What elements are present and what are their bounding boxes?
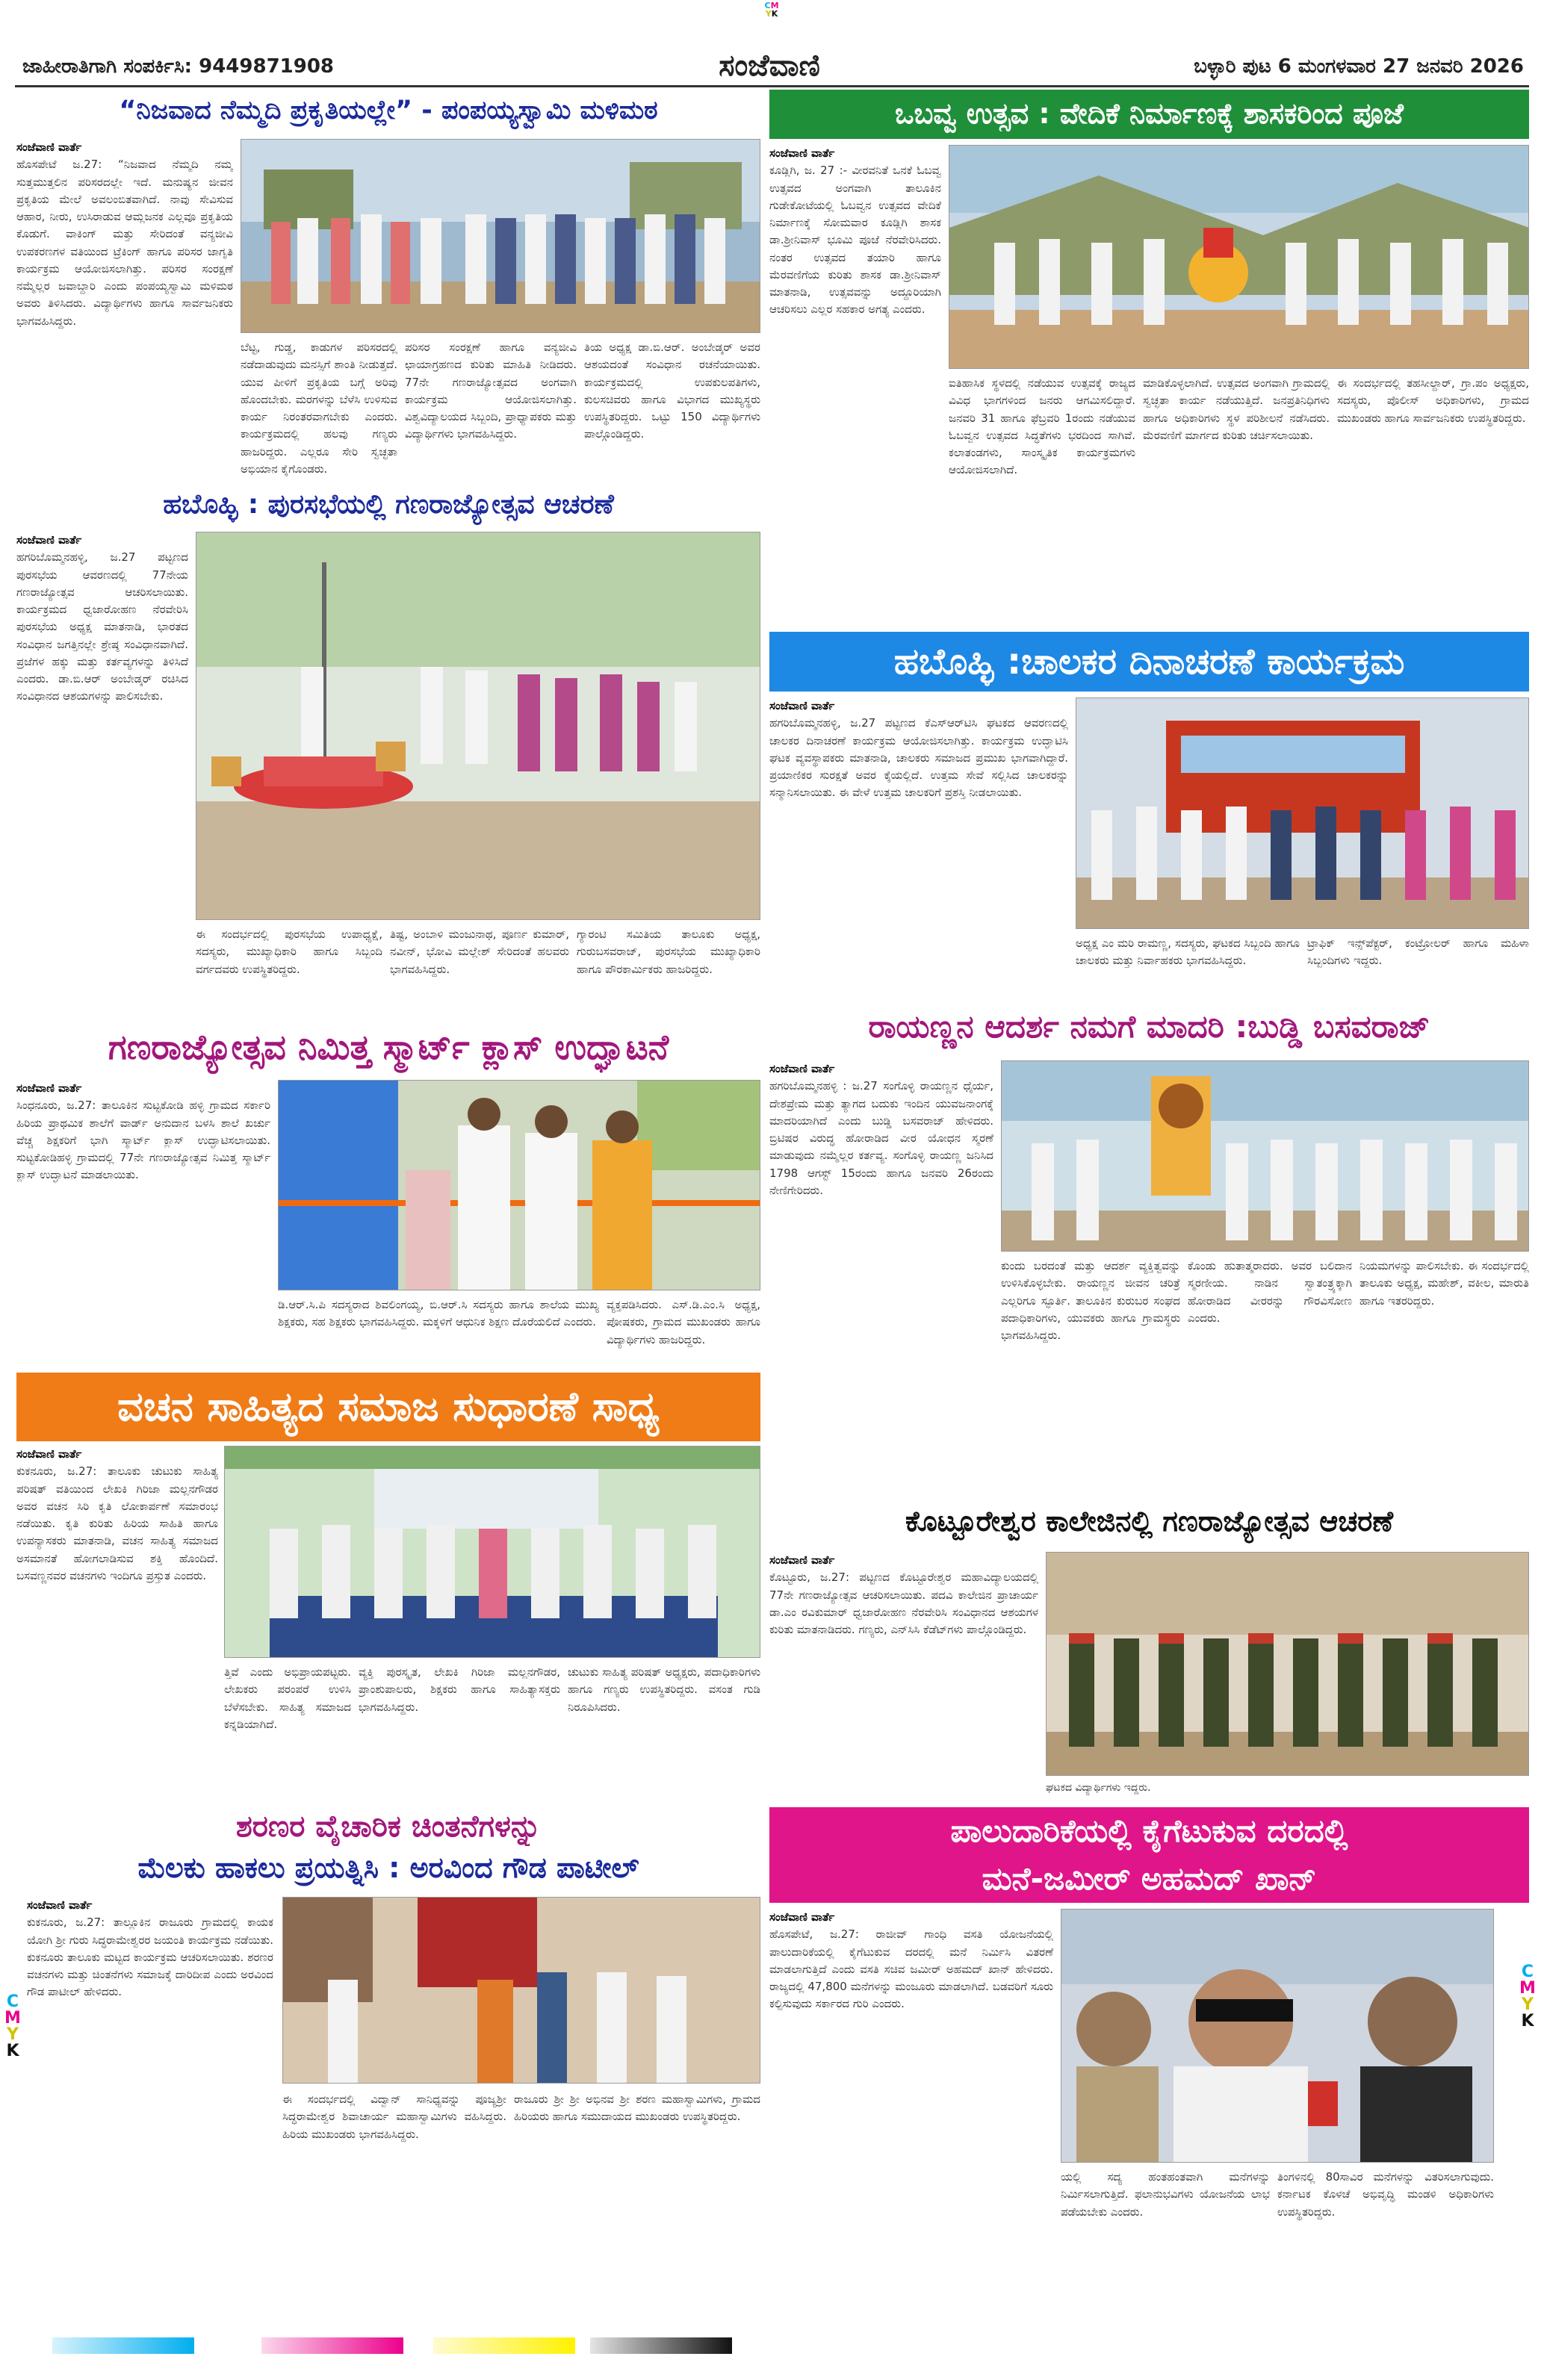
s10-headline-line1: ಶರಣರ ವೈಚಾರಿಕ ಚಿಂತನೆಗಳನ್ನು [235,1809,542,1844]
s4-drivers-day-photo [1076,698,1529,929]
date-line: ಬಳ್ಳಾರಿ ಪುಟ 6 ಮಂಗಳವಾರ 27 ಜನವರಿ 2026 [1194,55,1524,78]
s1-headline: “ನಿಜವಾದ ನೆಮ್ಮದಿ ಪ್ರಕೃತಿಯಲ್ಲೇ” - ಪಂಪಯ್ಯಸ್ವಾಮಿ ಮಳಿಮಠ [119,95,658,125]
cmyk-top-mark: CM YK [764,1,779,19]
s1-byline: ಸಂಜೆವಾಣಿ ವಾರ್ತೆ [16,140,82,154]
s3-text1: ಹಗರಿಬೊಮ್ಮನಹಳ್ಳಿ, ಜ.27 ಪಟ್ಟಣದ ಪುರಸಭೆಯ ಆವರಣದಲ್ಲಿ 77ನೇಯ ಗಣರಾಜ್ಯೋತ್ಸವ ಆಚರಿಸಲಾಯಿತು. ಕಾರ್ಯಕ್ರಮದ ಧ್ವಜಾರೋಹಣ ನೆರವೇರಿಸಿ ಪುರಸಭೆಯ ಅಧ್ಯಕ್ಷ ಮಾತನಾಡಿ, ಭಾರತದ ಸಂವಿಧಾನ ಜಗತ್ತಿನಲ್ಲೇ ಶ್ರೇಷ್ಠ ಸಂವಿಧಾನವಾಗಿದೆ. ಪ್ರಜೆಗಳ ಹಕ್ಕು ಮತ್ತು ಕರ್ತವ್ಯಗಳನ್ನು ತಿಳಿಸಿದೆ ಎಂದರು. ಡಾ.ಬಿ.ಆರ್ ಅಂಬೇಡ್ಕರ್ ರಚಿಸಿದ ಸಂವಿಧಾನದ ಆಶಯಗಳನ್ನು ಪಾಲಿಸಬೇಕು. [16,550,188,703]
s1-photo [241,139,760,333]
s9-col3: ತಿಂಗಳಿನಲ್ಲಿ 80ಸಾವಿರ ಮನೆಗಳನ್ನು ವಿತರಿಸಲಾಗುವುದು. ಕರ್ನಾಟಕ ಕೊಳಚೆ ಅಭಿವೃದ್ಧಿ ಮಂಡಳಿ ಅಧಿಕಾರಿಗಳು ಉಪಸ್ಥಿತರಿದ್ದರು. [1277,2170,1494,2219]
s8-headline: ಕೊಟ್ಟೂರೇಶ್ವರ ಕಾಲೇಜಿನಲ್ಲಿ ಗಣರಾಜ್ಯೋತ್ಸವ ಆಚರಣೆ [905,1505,1394,1538]
s4-byline: ಸಂಜೆವಾಣಿ ವಾರ್ತೆ [769,699,835,712]
s2-col2: ಐತಿಹಾಸಿಕ ಸ್ಥಳದಲ್ಲಿ ನಡೆಯುವ ಉತ್ಸವಕ್ಕೆ ರಾಜ್ಯದ ವಿವಿಧ ಭಾಗಗಳಿಂದ ಜನರು ಆಗಮಿಸಲಿದ್ದಾರೆ. ಜನವರಿ 31 ಹಾಗೂ ಫೆಬ್ರವರಿ 1ರಂದು ನಡೆಯುವ ಓಬವ್ವನ ಉತ್ಸವದ ಸಿದ್ಧತೆಗಳು ಭರದಿಂದ ಸಾಗಿವೆ. ಕಲಾತಂಡಗಳು, ಸಾಂಸ್ಕೃತಿಕ ಕಾರ್ಯಕ್ರಮಗಳು ಆಯೋಜಿಸಲಾಗಿದೆ. [949,376,1135,477]
s2-col4: ಈ ಸಂದರ್ಭದಲ್ಲಿ ತಹಸೀಲ್ದಾರ್, ಗ್ರಾ.ಪಂ ಅಧ್ಯಕ್ಷರು, ಸದಸ್ಯರು, ಪೊಲೀಸ್ ಅಧಿಕಾರಿಗಳು, ಗ್ರಾಮದ ಮುಖಂಡರು ಹಾಗೂ ಸಾರ್ವಜನಿಕರು ಉಪಸ್ಥಿತರಿದ್ದರು. [1337,376,1529,425]
s6-col4: ನಿಯಮಗಳನ್ನು ಪಾಲಿಸಬೇಕು. ಈ ಸಂದರ್ಭದಲ್ಲಿ ತಾಲೂಕು ಅಧ್ಯಕ್ಷ, ಮಹೇಶ್, ವಕೀಲ, ಮಾರುತಿ ಹಾಗೂ ಇತರರಿದ್ದರು. [1359,1259,1529,1308]
s10-col1 [27,1897,273,2315]
cmyk-side-left: C M Y K [4,1992,21,2060]
s7-book-release-photo [225,1447,760,1658]
s2-photo [949,145,1529,369]
s2-text1: ಕೂಡ್ಲಿಗಿ, ಜ. 27 :- ವೀರವನಿತೆ ಒನಕೆ ಓಬವ್ವ ಉತ್ಸವದ ಅಂಗವಾಗಿ ತಾಲೂಕಿನ ಗುಡೇಕೋಟೆಯಲ್ಲಿ ಓಬವ್ವನ ಉತ್ಸವದ ವೇದಿಕೆ ನಿರ್ಮಾಣಕ್ಕೆ ಸೋಮವಾರ ಕೂಡ್ಲಿಗಿ ಶಾಸಕ ಡಾ.ಶ್ರೀನಿವಾಸ್ ಭೂಮಿ ಪೂಜೆ ನೆರವೇರಿಸಿದರು. ನಂತರ ಉತ್ಸವದ ತಯಾರಿ ಹಾಗೂ ಮೆರವಣಿಗೆಯ ಕುರಿತು ಶಾಸಕ ಡಾ.ಶ್ರೀನಿವಾಸ್ ಮಾತನಾಡಿ, ಉತ್ಸವವನ್ನು ಅದ್ದೂರಿಯಾಗಿ ಆಚರಿಸಲು ಎಲ್ಲರ ಸಹಕಾರ ಅಗತ್ಯ ಎಂದರು. [769,164,941,317]
s4-col2: ಅಧ್ಯಕ್ಷ ಎಂ ಮರಿ ರಾಮಣ್ಣ, ಸದಸ್ಯರು, ಘಟಕದ ಸಿಬ್ಬಂದಿ ಹಾಗೂ ಚಾಲಕರು ಮತ್ತು ನಿರ್ವಾಹಕರು ಭಾಗವಹಿಸಿದ್ದರು. [1076,936,1300,968]
s6-col1 [769,1060,993,1494]
s4-photo [1076,697,1529,929]
s10-col3: ರಾಜೂರು ಶ್ರೀ ಶ್ರೀ ಅಭಿನವ ಶ್ರೀ ಶರಣ ಮಹಾಸ್ವಾಮಿಗಳು, ಗ್ರಾಮದ ಹಿರಿಯರು ಹಾಗೂ ಸಮುದಾಯದ ಮುಖಂಡರು ಉಪಸ್ಥಿತರಿದ್ದರು. [514,2092,760,2124]
color-bar-black [590,2337,732,2354]
s5-ribbon-cutting-photo [279,1081,760,1290]
s7-col3: ವ್ಯಕ್ತಿ ಪುರಸ್ಕೃತ, ಲೇಖಕಿ ಗಿರಿಜಾ ಮಲ್ಲನಗೌಡರ, ಪ್ರಾಂಶುಪಾಲರು, ಶಿಕ್ಷಕರು ಹಾಗೂ ಸಾಹಿತ್ಯಾಸಕ್ತರು ಭಾಗವಹಿಸಿದ್ದರು. [359,1665,560,1714]
s2-col3: ಮಾಡಿಕೊಳ್ಳಲಾಗಿದೆ. ಉತ್ಸವದ ಅಂಗವಾಗಿ ಗ್ರಾಮದಲ್ಲಿ ಸ್ವಚ್ಛತಾ ಕಾರ್ಯ ನಡೆಯುತ್ತಿದೆ. ಜನಪ್ರತಿನಿಧಿಗಳು ಹಾಗೂ ಅಧಿಕಾರಿಗಳು ಸ್ಥಳ ಪರಿಶೀಲನೆ ನಡೆಸಿದರು. ಮೆರವಣಿಗೆ ಮಾರ್ಗದ ಕುರಿತು ಚರ್ಚಿಸಲಾಯಿತು. [1143,376,1330,442]
s6-col3: ಕೊಂಡು ಹುತಾತ್ಮರಾದರು. ಅವರ ಬಲಿದಾನ ಸ್ಮರಣೀಯ. ನಾಡಿನ ಸ್ವಾತಂತ್ರ್ಯಕ್ಕಾಗಿ ಹೋರಾಡಿದ ವೀರರನ್ನು ಗೌರವಿಸೋಣ ಎಂದರು. [1188,1259,1352,1325]
s3-col1 [16,532,188,1017]
s1-group-photo [241,140,760,333]
s1-col4: ತಿಯ ಅಧ್ಯಕ್ಷ ಡಾ.ಬಿ.ಆರ್. ಅಂಬೇಡ್ಕರ್ ಅವರ ಆಶಯದಂತೆ ಸಂವಿಧಾನ ರಚನೆಯಾಯಿತು. ಕಾರ್ಯಕ್ರಮದಲ್ಲಿ ಉಪಕುಲಪತಿಗಳು, ಕುಲಸಚಿವರು ಹಾಗೂ ವಿಭಾಗದ ಮುಖ್ಯಸ್ಥರು ಉಪಸ್ಥಿತರಿದ್ದರು. ಒಟ್ಟು 150 ವಿದ್ಯಾರ್ಥಿಗಳು ಪಾಲ್ಗೊಂಡಿದ್ದರು. [584,341,760,441]
s3-col2: ಈ ಸಂದರ್ಭದಲ್ಲಿ ಪುರಸಭೆಯ ಉಪಾಧ್ಯಕ್ಷೆ, ಸದಸ್ಯರು, ಮುಖ್ಯಾಧಿಕಾರಿ ಹಾಗೂ ಸಿಬ್ಬಂದಿ ವರ್ಗದವರು ಉಪಸ್ಥಿತರಿದ್ದರು. [196,928,382,976]
s4-headline: ಹಬೊಹ್ಳಿ :ಚಾಲಕರ ದಿನಾಚರಣೆ ಕಾರ್ಯಕ್ರಮ [769,632,1529,692]
s7-col2: ತ್ತಿವೆ ಎಂದು ಅಭಿಪ್ರಾಯಪಟ್ಟರು. ಲೇಖಕರು ಪರಂಪರೆ ಉಳಿಸಿ ಬೆಳೆಸಬೇಕು. ಸಾಹಿತ್ಯ ಸಮಾಜದ ಕನ್ನಡಿಯಾಗಿದೆ. [224,1665,351,1731]
s5-headline: ಗಣರಾಜ್ಯೋತ್ಸವ ನಿಮಿತ್ತ ಸ್ಮಾರ್ಟ್ ಕ್ಲಾಸ್ ಉದ್ಘಾಟನೆ [108,1026,669,1067]
s7-col1 [16,1446,218,1804]
s7-text1: ಕುಕನೂರು, ಜ.27: ತಾಲೂಕು ಚುಟುಕು ಸಾಹಿತ್ಯ ಪರಿಷತ್ ವತಿಯಿಂದ ಲೇಖಕಿ ಗಿರಿಜಾ ಮಲ್ಲನಗೌಡರ ಅವರ ವಚನ ಸಿರಿ ಕೃತಿ ಲೋಕಾರ್ಪಣೆ ಸಮಾರಂಭ ನಡೆಯಿತು. ಕೃತಿ ಕುರಿತು ಹಿರಿಯ ಸಾಹಿತಿ ಹಾಗೂ ಉಪನ್ಯಾಸಕರು ಮಾತನಾಡಿ, ವಚನ ಸಾಹಿತ್ಯ ಸಮಾಜದ ಅಸಮಾನತೆ ಹೋಗಲಾಡಿಸುವ ಶಕ್ತಿ ಹೊಂದಿದೆ. ಬಸವಣ್ಣನವರ ವಚನಗಳು ಇಂದಿಗೂ ಪ್ರಸ್ತುತ ಎಂದರು. [16,1464,218,1582]
s4-col1 [769,697,1068,993]
s5-text1: ಸಿಂಧನೂರು, ಜ.27: ತಾಲೂಕಿನ ಸುಟ್ಟಕೋಡಿ ಹಳ್ಳಿ ಗ್ರಾಮದ ಸರ್ಕಾರಿ ಹಿರಿಯ ಪ್ರಾಥಮಿಕ ಶಾಲೆಗೆ ವಾರ್ಡ್ ಅನುದಾನ ಬಳಸಿ ಶಾಲೆ ಖರ್ಚು ವೆಚ್ಚ ಶಿಕ್ಷಕರಿಗೆ ಭಾಗಿ ಸ್ಮಾರ್ಟ್ ಕ್ಲಾಸ್ ಉದ್ಘಾಟಿಸಲಾಯಿತು. ಸುಟ್ಟಕೋಡಿಹಳ್ಳಿ ಗ್ರಾಮದಲ್ಲಿ 77ನೇ ಗಣರಾಜ್ಯೋತ್ಸವ ನಿಮಿತ್ತ ಸ್ಮಾರ್ಟ್ ಕ್ಲಾಸ್ ಉದ್ಘಾಟನೆ ಮಾಡಲಾಯಿತು. [16,1099,270,1182]
s1-col1 [16,139,233,482]
s6-byline: ಸಂಜೆವಾಣಿ ವಾರ್ತೆ [769,1062,835,1075]
s4-text1: ಹಗರಿಬೊಮ್ಮನಹಳ್ಳಿ, ಜ.27 ಪಟ್ಟಣದ ಕೆಎಸ್ಆರ್‌ಟಿಸಿ ಘಟಕದ ಆವರಣದಲ್ಲಿ ಚಾಲಕರ ದಿನಾಚರಣೆ ಕಾರ್ಯಕ್ರಮ ಆಯೋಜಿಸಲಾಗಿತ್ತು. ಕಾರ್ಯಕ್ರಮ ಉದ್ಘಾಟಿಸಿ ಘಟಕ ವ್ಯವಸ್ಥಾಪಕರು ಮಾತನಾಡಿ, ಚಾಲಕರು ಸಮಾಜದ ಪ್ರಮುಖ ಭಾಗವಾಗಿದ್ದಾರೆ. ಪ್ರಯಾಣಿಕರ ಸುರಕ್ಷತೆ ಅವರ ಕೈಯಲ್ಲಿದೆ. ಉತ್ತಮ ಸೇವೆ ಸಲ್ಲಿಸಿದ ಚಾಲಕರನ್ನು ಸನ್ಮಾನಿಸಲಾಯಿತು. ಈ ವೇಳೆ ಉತ್ತಮ ಚಾಲಕರಿಗೆ ಪ್ರಶಸ್ತಿ ನೀಡಲಾಯಿತು. [769,716,1068,800]
s2-byline: ಸಂಜೆವಾಣಿ ವಾರ್ತೆ [769,146,835,160]
s10-felicitation-photo [283,1898,760,2084]
s8-caption: ಘಟಕದ ವಿದ್ಯಾರ್ಥಿಗಳು ಇದ್ದರು. [1046,1782,1151,1794]
s1-text1: ಹೊಸಪೇಟೆ ಜ.27: “ನಿಜವಾದ ನೆಮ್ಮದಿ ನಮ್ಮ ಸುತ್ತಮುತ್ತಲಿನ ಪರಿಸರದಲ್ಲೇ ಇದೆ. ಮನುಷ್ಯನ ಜೀವನ ಪ್ರಕೃತಿಯ ಮೇಲೆ ಅವಲಂಬಿತವಾಗಿದೆ. ನಾವು ಸೇವಿಸುವ ಆಹಾರ, ನೀರು, ಉಸಿರಾಡುವ ಆಮ್ಲಜನಕ ಎಲ್ಲವೂ ಪ್ರಕೃತಿಯ ಕೊಡುಗೆ. ವಾಕಿಂಗ್ ಮತ್ತು ಸೇರಿದಂತೆ ವನ್ಯಜೀವಿ ಉಪಕರಣಗಳ ವತಿಯಿಂದ ಟ್ರೆಕಿಂಗ್ ಹಾಗೂ ಪರಿಸರ ಜಾಗೃತಿ ಕಾರ್ಯಕ್ರಮ ಆಯೋಜಿಸಲಾಗಿತ್ತು. ಪರಿಸರ ಸಂರಕ್ಷಣೆ ನಮ್ಮೆಲ್ಲರ ಜವಾಬ್ದಾರಿ ಎಂದು ಪಂಪಯ್ಯಸ್ವಾಮಿ ಮಳಿಮಠ ಅವರು ತಿಳಿಸಿದರು. ವಿದ್ಯಾರ್ಥಿಗಳು ಹಾಗೂ ಸಾರ್ವಜನಿಕರು ಭಾಗವಹಿಸಿದ್ದರು. [16,158,233,328]
s9-minister-press-photo [1061,1910,1494,2163]
color-bar-yellow [433,2337,575,2354]
s6-text1: ಹಗರಿಬೊಮ್ಮನಹಳ್ಳಿ : ಜ.27 ಸಂಗೊಳ್ಳಿ ರಾಯಣ್ಣನ ಧೈರ್ಯ, ದೇಶಪ್ರೇಮ ಮತ್ತು ತ್ಯಾಗದ ಬದುಕು ಇಂದಿನ ಯುವಜನಾಂಗಕ್ಕೆ ಮಾದರಿಯಾಗಿದೆ ಎಂದು ಬುಡ್ಡಿ ಬಸವರಾಜ್ ಹೇಳಿದರು. ಬ್ರಿಟಿಷರ ವಿರುದ್ಧ ಹೋರಾಡಿದ ವೀರ ಯೋಧನ ಸ್ಮರಣೆ ಮಾಡುವುದು ನಮ್ಮೆಲ್ಲರ ಕರ್ತವ್ಯ. ಸಂಗೊಳ್ಳಿ ರಾಯಣ್ಣ ಜನಿಸಿದ 1798 ಆಗಸ್ಟ್ 15ರಂದು ಹಾಗೂ ಜನವರಿ 26ರಂದು ನೇಣಿಗೇರಿದರು. [769,1079,993,1197]
color-bar-magenta [261,2337,403,2354]
s2-col1 [769,145,941,578]
s8-ncc-parade-photo [1047,1553,1529,1776]
s9-col2: ಯಲ್ಲಿ ಸದ್ಯ ಹಂತಹಂತವಾಗಿ ಮನೆಗಳನ್ನು ನಿರ್ಮಿಸಲಾಗುತ್ತಿದೆ. ಫಲಾನುಭವಿಗಳು ಯೋಜನೆಯ ಲಾಭ ಪಡೆಯಬೇಕು ಎಂದರು. [1061,2170,1270,2219]
s9-photo [1061,1909,1494,2163]
s7-headline: ವಚನ ಸಾಹಿತ್ಯದ ಸಮಾಜ ಸುಧಾರಣೆ ಸಾಧ್ಯ [16,1373,760,1441]
s8-byline: ಸಂಜೆವಾಣಿ ವಾರ್ತೆ [769,1553,835,1567]
s4-col3: ಟ್ರಾಫಿಕ್ ಇನ್ಸ್‌ಪೆಕ್ಟರ್, ಕಂಟ್ರೋಲರ್ ಹಾಗೂ ಮಹಿಳಾ ಸಿಬ್ಬಂದಿಗಳು ಇದ್ದರು. [1307,936,1529,968]
s8-col1 [769,1552,1038,1803]
s7-photo [224,1446,760,1658]
s6-col2: ಕುಂದು ಬರದಂತೆ ಮತ್ತು ಆದರ್ಶ ವ್ಯಕ್ತಿತ್ವವನ್ನು ಉಳಿಸಿಕೊಳ್ಳಬೇಕು. ರಾಯಣ್ಣನ ಜೀವನ ಚರಿತ್ರೆ ಎಲ್ಲರಿಗೂ ಸ್ಫೂರ್ತಿ. ತಾಲೂಕಿನ ಕುರುಬರ ಸಂಘದ ಪದಾಧಿಕಾರಿಗಳು, ಯುವಕರು ಹಾಗೂ ಗ್ರಾಮಸ್ಥರು ಭಾಗವಹಿಸಿದ್ದರು. [1001,1259,1180,1342]
s6-rayanna-photo [1002,1061,1529,1252]
masthead: ಸಂಜೆವಾಣಿ [719,48,820,83]
s10-photo [282,1897,760,2084]
s3-photo [196,532,760,920]
s6-photo [1001,1060,1529,1252]
ad-contact: ಜಾಹೀರಾತಿಗಾಗಿ ಸಂಪರ್ಕಿಸಿ: 9449871908 [22,55,335,78]
s1-col3: ಪರಿಸರ ಸಂರಕ್ಷಣೆ ಹಾಗೂ ವನ್ಯಜೀವಿ ಛಾಯಾಗ್ರಹಣದ ಕುರಿತು ಮಾಹಿತಿ ನೀಡಿದರು. 77ನೇ ಗಣರಾಜ್ಯೋತ್ಸವದ ಅಂಗವಾಗಿ ಕಾರ್ಯಕ್ರಮ ಆಯೋಜಿಸಲಾಗಿತ್ತು. ವಿಶ್ವವಿದ್ಯಾಲಯದ ಸಿಬ್ಬಂದಿ, ಪ್ರಾಧ್ಯಾಪಕರು ಮತ್ತು ವಿದ್ಯಾರ್ಥಿಗಳು ಭಾಗವಹಿಸಿದ್ದರು. [405,341,577,441]
s9-col1 [769,1909,1053,2327]
s9-headline-line1: ಪಾಲುದಾರಿಕೆಯಲ್ಲಿ ಕೈಗೆಟುಕುವ ದರದಲ್ಲಿ [769,1807,1529,1855]
s5-col2: ಡಿ.ಆರ್.ಸಿ.ಪಿ ಸದಸ್ಯರಾದ ಶಿವಲಿಂಗಯ್ಯ, ಬಿ.ಆರ್.ಸಿ ಸದಸ್ಯರು ಹಾಗೂ ಶಾಲೆಯ ಮುಖ್ಯ ಶಿಕ್ಷಕರು, ಸಹ ಶಿಕ್ಷಕರು ಭಾಗವಹಿಸಿದ್ದರು. ಮಕ್ಕಳಿಗೆ ಆಧುನಿಕ ಶಿಕ್ಷಣ ದೊರೆಯಲಿದೆ ಎಂದರು. [278,1298,599,1329]
color-bar-cyan [52,2337,194,2354]
s7-col4: ಚುಟುಕು ಸಾಹಿತ್ಯ ಪರಿಷತ್ ಅಧ್ಯಕ್ಷರು, ಪದಾಧಿಕಾರಿಗಳು ಹಾಗೂ ಗಣ್ಯರು ಉಪಸ್ಥಿತರಿದ್ದರು. ವಸಂತ ಗುಡಿ ನಿರೂಪಿಸಿದರು. [568,1665,760,1714]
cmyk-side-right: C M Y K [1519,1963,1536,2031]
s5-col3: ವ್ಯಕ್ತಪಡಿಸಿದರು. ಎಸ್.ಡಿ.ಎಂ.ಸಿ ಅಧ್ಯಕ್ಷ, ಪೋಷಕರು, ಗ್ರಾಮದ ಮುಖಂಡರು ಹಾಗೂ ವಿದ್ಯಾರ್ಥಿಗಳು ಹಾಜರಿದ್ದರು. [607,1298,760,1346]
s9-text1: ಹೊಸಪೇಟೆ, ಜ.27: ರಾಜೀವ್ ಗಾಂಧಿ ವಸತಿ ಯೋಜನೆಯಲ್ಲಿ ಪಾಲುದಾರಿಕೆಯಲ್ಲಿ ಕೈಗೆಟುಕುವ ದರದಲ್ಲಿ ಮನೆ ನಿರ್ಮಿಸಿ ವಿತರಣೆ ಮಾಡಲಾಗುತ್ತಿದೆ ಎಂದು ವಸತಿ ಸಚಿವ ಜಮೀರ್ ಅಹಮದ್ ಖಾನ್ ಹೇಳಿದರು. ರಾಜ್ಯದಲ್ಲಿ 47,800 ಮನೆಗಳನ್ನು ಮಂಜೂರು ಮಾಡಲಾಗಿದೆ. ಬಡವರಿಗೆ ಸೂರು ಕಲ್ಪಿಸುವುದು ಸರ್ಕಾರದ ಗುರಿ ಎಂದರು. [769,1927,1053,2011]
s8-photo [1046,1552,1529,1776]
s3-col3: ತಿಷ್ಟ, ಅಂಬಾಳಿ ಮಂಜುನಾಥ, ಪೂರ್ಣ ಕುಮಾರ್, ನವೀನ್, ಭೋವಿ ಮಲ್ಲೇಶ್ ಸೇರಿದಂತೆ ಹಲವರು ಭಾಗವಹಿಸಿದ್ದರು. [390,928,569,976]
s10-byline: ಸಂಜೆವಾಣಿ ವಾರ್ತೆ [27,1898,93,1912]
s9-headline-line2: ಮನೆ-ಜಮೀರ್ ಅಹಮದ್ ಖಾನ್ [769,1855,1529,1903]
s1-col2: ಬೆಟ್ಟ, ಗುಡ್ಡ, ಕಾಡುಗಳ ಪರಿಸರದಲ್ಲಿ ನಡೆದಾಡುವುದು ಮನಸ್ಸಿಗೆ ಶಾಂತಿ ನೀಡುತ್ತದೆ. ಯುವ ಪೀಳಿಗೆ ಪ್ರಕೃತಿಯ ಬಗ್ಗೆ ಅರಿವು ಹೊಂದಬೇಕು. ಮರಗಳನ್ನು ಬೆಳೆಸಿ ಉಳಿಸುವ ಕಾರ್ಯ ನಿರಂತರವಾಗಬೇಕು ಎಂದರು. ಕಾರ್ಯಕ್ರಮದಲ್ಲಿ ಹಲವು ಗಣ್ಯರು ಹಾಜರಿದ್ದರು. ಎಲ್ಲರೂ ಸೇರಿ ಸ್ವಚ್ಛತಾ ಅಭಿಯಾನ ಕೈಗೊಂಡರು. [241,341,397,476]
s5-photo [278,1080,760,1290]
header-rule [15,85,1529,87]
s8-text1: ಕೊಟ್ಟೂರು, ಜ.27: ಪಟ್ಟಣದ ಕೊಟ್ಟೂರೇಶ್ವರ ಮಹಾವಿದ್ಯಾಲಯದಲ್ಲಿ 77ನೇ ಗಣರಾಜ್ಯೋತ್ಸವ ಆಚರಿಸಲಾಯಿತು. ಪದವಿ ಕಾಲೇಜಿನ ಪ್ರಾಚಾರ್ಯ ಡಾ.ಎಂ ರವಿಕುಮಾರ್ ಧ್ವಜಾರೋಹಣ ನೆರವೇರಿಸಿ ಸಂವಿಧಾನದ ಆಶಯಗಳ ಕುರಿತು ಮಾತನಾಡಿದರು. ಗಣ್ಯರು, ಎನ್‌ಸಿಸಿ ಕೆಡೆಟ್‌ಗಳು ಪಾಲ್ಗೊಂಡಿದ್ದರು. [769,1570,1038,1636]
s9-byline: ಸಂಜೆವಾಣಿ ವಾರ್ತೆ [769,1910,835,1924]
s3-flag-hoisting-photo [196,532,760,920]
s2-bhoomi-pooja-photo [949,146,1529,369]
s10-col2: ಈ ಸಂದರ್ಭದಲ್ಲಿ ವಿದ್ವಾನ್ ಸಾನಿಧ್ಯವನ್ನು ಪೂಜ್ಯಶ್ರೀ ಸಿದ್ಧರಾಮೇಶ್ವರ ಶಿವಾಚಾರ್ಯ ಮಹಾಸ್ವಾಮಿಗಳು ವಹಿಸಿದ್ದರು. ಹಿರಿಯ ಮುಖಂಡರು ಭಾಗವಹಿಸಿದ್ದರು. [282,2092,506,2141]
s5-col1 [16,1080,270,1368]
s3-col4: ಗ್ಯಾರಂಟಿ ಸಮಿತಿಯ ತಾಲೂಕು ಅಧ್ಯಕ್ಷ, ಗುರುಬಸವರಾಜ್, ಪುರಸಭೆಯ ಮುಖ್ಯಾಧಿಕಾರಿ ಹಾಗೂ ಪೌರಕಾರ್ಮಿಕರು ಹಾಜರಿದ್ದರು. [577,928,760,976]
s10-text1: ಕುಕನೂರು, ಜ.27: ತಾಲ್ಲೂಕಿನ ರಾಜೂರು ಗ್ರಾಮದಲ್ಲಿ ಕಾಯಕ ಯೋಗಿ ಶ್ರೀ ಗುರು ಸಿದ್ಧರಾಮೇಶ್ವರರ ಜಯಂತಿ ಕಾರ್ಯಕ್ರಮ ನಡೆಯಿತು. ಕುಕನೂರು ತಾಲೂಕು ಮಟ್ಟದ ಕಾರ್ಯಕ್ರಮ ಆಚರಿಸಲಾಯಿತು. ಶರಣರ ವಚನಗಳು ಮತ್ತು ಚಿಂತನೆಗಳು ಸಮಾಜಕ್ಕೆ ದಾರಿದೀಪ ಎಂದು ಅರವಿಂದ ಗೌಡ ಪಾಟೀಲ್ ಹೇಳಿದರು. [27,1916,273,1999]
s2-headline: ಒಬವ್ವ ಉತ್ಸವ : ವೇದಿಕೆ ನಿರ್ಮಾಣಕ್ಕೆ ಶಾಸಕರಿಂದ ಪೂಜೆ [769,90,1529,139]
s7-byline: ಸಂಜೆವಾಣಿ ವಾರ್ತೆ [16,1447,82,1461]
s10-headline-line2: ಮೆಲಕು ಹಾಕಲು ಪ್ರಯತ್ನಿಸಿ : ಅರವಿಂದ ಗೌಡ ಪಾಟೀಲ್ [137,1851,639,1885]
s6-headline: ರಾಯಣ್ಣನ ಆದರ್ಶ ನಮಗೆ ಮಾದರಿ :ಬುಡ್ಡಿ ಬಸವರಾಜ್ [868,1007,1430,1045]
s3-byline: ಸಂಜೆವಾಣಿ ವಾರ್ತೆ [16,533,82,547]
s5-byline: ಸಂಜೆವಾಣಿ ವಾರ್ತೆ [16,1081,82,1095]
s3-headline: ಹಬೊಹ್ಳಿ : ಪುರಸಭೆಯಲ್ಲಿ ಗಣರಾಜ್ಯೋತ್ಸವ ಆಚರಣೆ [163,489,614,521]
